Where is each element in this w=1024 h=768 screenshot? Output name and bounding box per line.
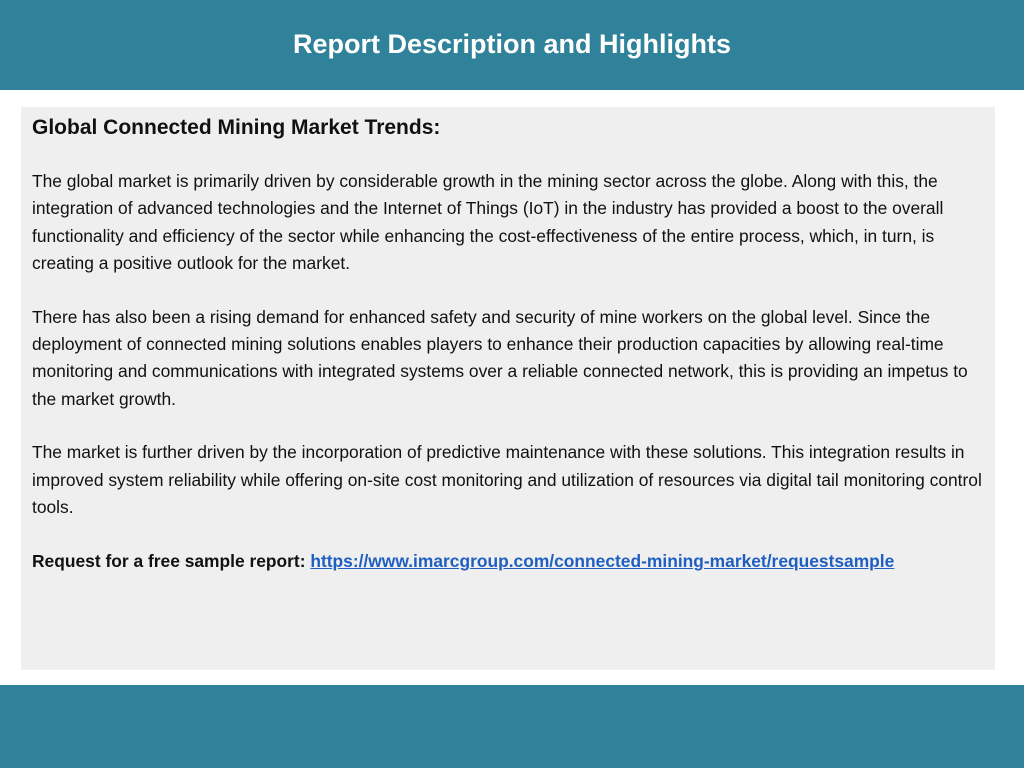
content-panel <box>21 107 995 670</box>
header-bar <box>0 0 1024 90</box>
sample-request-label: Request for a free sample report: <box>32 551 311 572</box>
footer-bar <box>0 685 1024 768</box>
paragraph-predictive-maintenance: The market is further driven by the incorporation of predictive maintenance with these solutions. This integration results in improved system reliability while offering on-site cost monitoring and utilization of resources via digital tail monitoring control tools. <box>32 442 982 518</box>
section-heading: Global Connected Mining Market Trends: <box>32 116 441 139</box>
paragraph-safety-demand: There has also been a rising demand for enhanced safety and security of mine workers on the global level. Since the deployment of connected mining solutions enables players to enhance their production capacities by allowing real-time monitoring and communications with integrated systems over a reliable connected network, this is providing an impetus to the market growth. <box>32 306 968 409</box>
paragraph-market-drivers: The global market is primarily driven by considerable growth in the mining sector across the globe. Along with this, the integration of advanced technologies and the Internet of Things (IoT) in the industry has provided a boost to the overall functionality and efficiency of the sector while enhancing the cost-effectiveness of the entire process, which, in turn, is creating a positive outlook for the market. <box>32 171 944 274</box>
sample-request-link[interactable]: https://www.imarcgroup.com/connected-mining-market/requestsample <box>310 551 895 572</box>
sample-request-line <box>32 548 983 575</box>
page-title: Report Description and Highlights <box>292 29 731 59</box>
